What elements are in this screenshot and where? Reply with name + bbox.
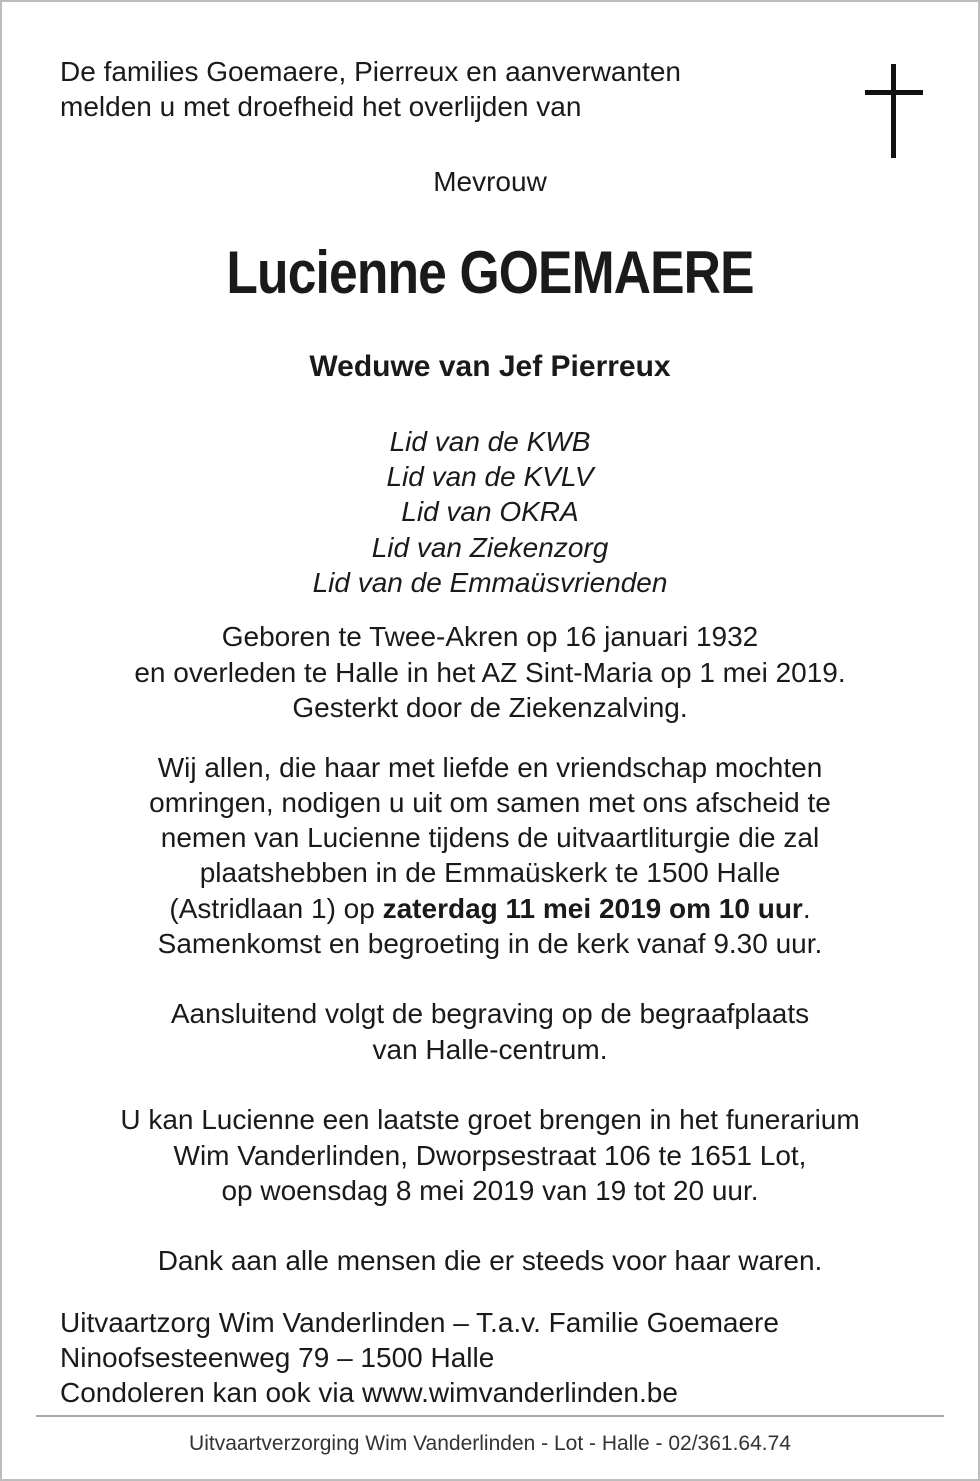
contact-line-1: Uitvaartzorg Wim Vanderlinden – T.a.v. Familie Goemaere [60, 1307, 779, 1338]
membership-2: Lid van de KVLV [386, 461, 594, 492]
invitation-line-4: plaatshebben in de Emmaüskerk te 1500 Halle [199, 857, 781, 888]
intro-line-2: melden u met droefheid het overlijden van [60, 91, 582, 122]
birth-line-2: en overleden te Halle in het AZ Sint-Maria op 1 mei 2019. [134, 657, 846, 688]
birth-line-1: Geboren te Twee-Akren op 16 januari 1932 [221, 621, 759, 652]
invitation-period: . [802, 893, 811, 924]
burial-line-2: van Halle-centrum. [372, 1034, 608, 1065]
thanks: Dank aan alle mensen die er steeds voor haar waren. [157, 1245, 823, 1276]
contact-line-2: Ninoofsesteenweg 79 – 1500 Halle [60, 1342, 495, 1373]
burial-line-1: Aansluitend volgt de begraving op de begraafplaats [170, 998, 810, 1029]
invitation-line-6: Samenkomst en begroeting in de kerk vanaf 9.30 uur. [157, 928, 823, 959]
salutation: Mevrouw [433, 166, 547, 197]
intro-line-1: De families Goemaere, Pierreux en aanverwanten [60, 56, 681, 87]
membership-5: Lid van de Emmaüsvrienden [312, 567, 668, 598]
visit-line-3: op woensdag 8 mei 2019 van 19 tot 20 uur. [221, 1175, 759, 1206]
footer-text: Uitvaartverzorging Wim Vanderlinden - Lot - Halle - 02/361.64.74 [189, 1432, 791, 1455]
invitation-line-1: Wij allen, die haar met liefde en vriendschap mochten [157, 752, 823, 783]
invitation-line-2: omringen, nodigen u uit om samen met ons afscheid te [149, 787, 831, 818]
contact-line-3: Condoleren kan ook via www.wimvanderlinden.be [60, 1377, 678, 1408]
invitation-line-3: nemen van Lucienne tijdens de uitvaartliturgie die zal [160, 822, 820, 853]
visit-line-1: U kan Lucienne een laatste groet brengen in het funerarium [120, 1104, 860, 1135]
membership-1: Lid van de KWB [389, 426, 591, 457]
membership-4: Lid van Ziekenzorg [371, 532, 609, 563]
ceremony-date: zaterdag 11 mei 2019 om 10 uur [382, 893, 803, 924]
invitation-address: (Astridlaan 1) op [169, 893, 383, 924]
visit-line-2: Wim Vanderlinden, Dworpsestraat 106 te 1651 Lot, [173, 1140, 807, 1171]
deceased-name: Lucienne GOEMAERE [226, 239, 754, 306]
invitation-line-5 [0, 891, 980, 926]
birth-line-3: Gesterkt door de Ziekenzalving. [292, 692, 688, 723]
cross-icon [865, 64, 923, 158]
membership-3: Lid van OKRA [401, 496, 579, 527]
widow-of: Weduwe van Jef Pierreux [309, 350, 671, 383]
footer-divider [36, 1415, 944, 1417]
